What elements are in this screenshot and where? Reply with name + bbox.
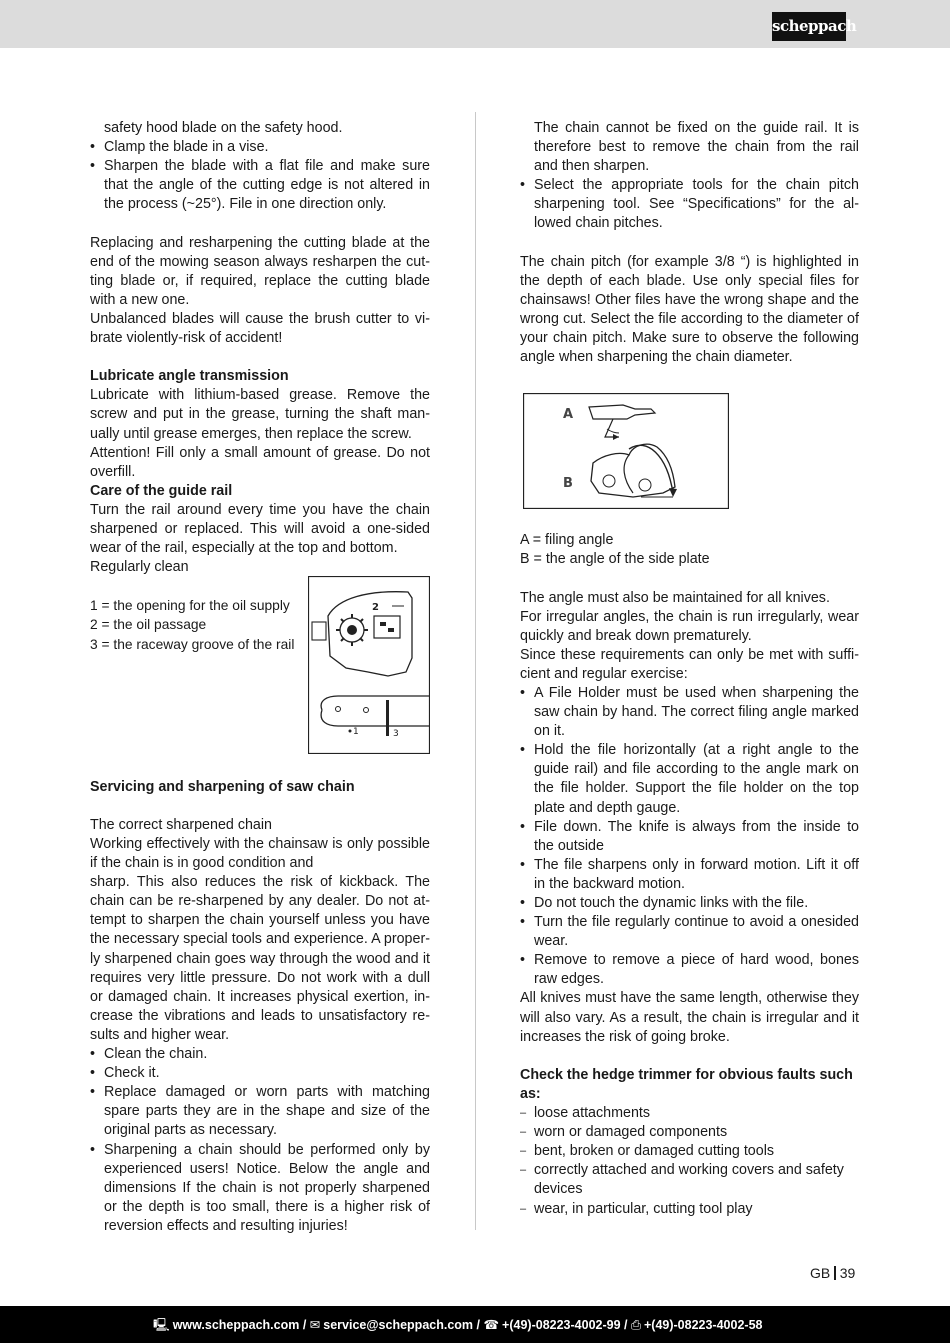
column-divider: [475, 112, 476, 1230]
page-footer: [0, 1306, 950, 1343]
page-header: [0, 0, 950, 48]
list-item: • The file sharpens only in forward motion. Lift it off in the backward motion.: [520, 856, 859, 894]
list-item: • Replace damaged or worn parts with matching spare parts they are in the shape and size of the original parts as necessary.: [90, 1083, 430, 1140]
list-item: – wear, in particular, cutting tool play: [520, 1200, 859, 1219]
list-item: • Hold the file horizontally (at a right angle to the guide rail) and file according to the angle mark on the file holder. Support the file holder on the top plate and depth gauge.: [520, 741, 859, 817]
list-item: – bent, broken or damaged cutting tools: [520, 1142, 859, 1161]
footer-email: service@scheppach.com /: [323, 1318, 480, 1332]
section-heading: Servicing and sharpening of saw chain: [90, 778, 355, 795]
guide-rail-figure: [308, 576, 430, 754]
label-a: A: [563, 407, 574, 422]
paragraph: Unbalanced blades will cause the brush cutter to vibrate violently-risk of accident!: [90, 310, 430, 347]
list-item: • Do not touch the dynamic links with the file.: [520, 894, 859, 913]
brand-logo: scheppach: [772, 12, 846, 41]
section-heading: Lubricate angle transmission: [90, 368, 289, 385]
paragraph: Turn the rail around every time you have the chain sharpened or replaced. This will avoid a one-sided wear of the rail, especially at the top and bottom.: [90, 501, 430, 557]
label-2: 2: [372, 602, 379, 613]
list-item: • Sharpen the blade with a flat file and make sure that the angle of the cutting edge is not altered in the process (~25°). File in one direction only.: [90, 157, 430, 214]
label-3: 3: [393, 729, 399, 739]
label-1: 1: [353, 727, 359, 737]
figure-legend: [90, 596, 305, 653]
paragraph: All knives must have the same length, otherwise they will also vary. As a result, the chain is irregular and it increases the risk of going broke.: [520, 990, 859, 1045]
continued-text: The chain cannot be fixed on the guide rail. It is therefore best to remove the chain from the rail and then sharpen.: [534, 120, 859, 175]
computer-icon: 🖳: [153, 1318, 170, 1332]
paragraph: For irregular angles, the chain is run irregularly, wear quickly and break down prematurely.: [520, 608, 859, 644]
paragraph: Attention! Fill only a small amount of grease. Do not overfill.: [90, 444, 430, 480]
page-number-value: 39: [839, 1265, 856, 1281]
paragraph: Since these requirements can only be met with sufficient and regular exercise:: [520, 646, 859, 682]
paragraph: Replacing and resharpening the cutting blade at the end of the mowing season always resharpen the cutting blade or, if required, replace the cutting blade with a new one.: [90, 234, 430, 308]
dash-list: [520, 1104, 859, 1219]
footer-fax: +(49)-08223-4002-58: [643, 1318, 763, 1332]
list-item: • Check it.: [90, 1064, 430, 1083]
figure-legend-b: B = the angle of the side plate: [520, 551, 710, 568]
phone-icon: ☎: [483, 1318, 500, 1332]
paragraph: sharp. This also reduces the risk of kickback. The chain can be re-sharpened by any dealer. Do not attempt to sharpen the chain yourself unless you have the necessary special tools and experience. A properly sharpened chain goes way through the wood and it requires very little pressure. Do not work with a dull or damaged chain. It increases physical exertion, increase the vibrations and leads to unsatisfactory results and higher wear.: [90, 874, 430, 1043]
continued-text: safety hood blade on the safety hood.: [104, 120, 343, 136]
bullet-list: [90, 138, 430, 214]
language-code: GB: [810, 1265, 831, 1281]
list-item: • Select the appropriate tools for the chain pitch sharpening tool. See “Specifications” for the allowed chain pitches.: [520, 176, 859, 233]
list-item: – correctly attached and working covers and safety devices: [520, 1161, 859, 1199]
list-item: – worn or damaged components: [520, 1123, 859, 1142]
bullet-list: [90, 1045, 430, 1236]
mail-icon: ✉: [309, 1318, 321, 1332]
list-item: • Sharpening a chain should be performed only by experienced users! Notice. Below the angle and dimensions If the chain is not properly sharpened or the depth is too small, there is a higher risk of reversion effects and resulting injuries!: [90, 1141, 430, 1236]
fax-icon: ⎙: [630, 1318, 641, 1332]
paragraph: The angle must also be maintained for all knives.: [520, 589, 830, 606]
list-item: • Clean the chain.: [90, 1045, 430, 1064]
list-item: • Clamp the blade in a vise.: [90, 138, 430, 157]
paragraph: The correct sharpened chain: [90, 816, 272, 833]
list-item: • Remove to remove a piece of hard wood, bones raw edges.: [520, 951, 859, 989]
section-heading: Care of the guide rail: [90, 482, 233, 499]
legend-item: 2 = the oil passage: [90, 617, 207, 633]
bullet-list: [520, 684, 859, 990]
paragraph: Lubricate with lithium-based grease. Remove the screw and put in the grease, turning the shaft manually until grease emerges, then replace the screw.: [90, 387, 430, 442]
section-heading: Check the hedge trimmer for obvious faults such as:: [520, 1066, 853, 1102]
label-b: B: [563, 476, 573, 491]
list-item: • File down. The knife is always from the inside to the outside: [520, 818, 859, 856]
list-item: • A File Holder must be used when sharpening the saw chain by hand. The correct filing angle marked on it.: [520, 684, 859, 741]
footer-phone: +(49)-08223-4002-99 /: [502, 1318, 628, 1332]
legend-item: 1 = the opening for the oil supply: [90, 598, 290, 614]
paragraph: The chain pitch (for example 3/8 “) is highlighted in the depth of each blade. Use only special files for chainsaws! Other files have the wrong shape and the wrong cut. Select the file according to the diameter of your chain pitch. Make sure to observe the following angle when sharpening the chain diameter.: [520, 253, 859, 366]
list-item: • Turn the file regularly continue to avoid a onesided wear.: [520, 913, 859, 951]
figure-legend-a: A = filing angle: [520, 532, 614, 549]
list-item: – loose attachments: [520, 1104, 859, 1123]
legend-item: 3 = the raceway groove of the rail: [90, 636, 295, 652]
right-column: [520, 119, 859, 1219]
filing-angle-figure: [523, 393, 729, 509]
page-number: [810, 1265, 855, 1281]
paragraph: Working effectively with the chainsaw is only possible if the chain is in good condition and: [90, 836, 430, 872]
bullet-list: [520, 176, 859, 233]
paragraph: Regularly clean: [90, 559, 189, 576]
footer-website: www.scheppach.com /: [172, 1318, 307, 1332]
